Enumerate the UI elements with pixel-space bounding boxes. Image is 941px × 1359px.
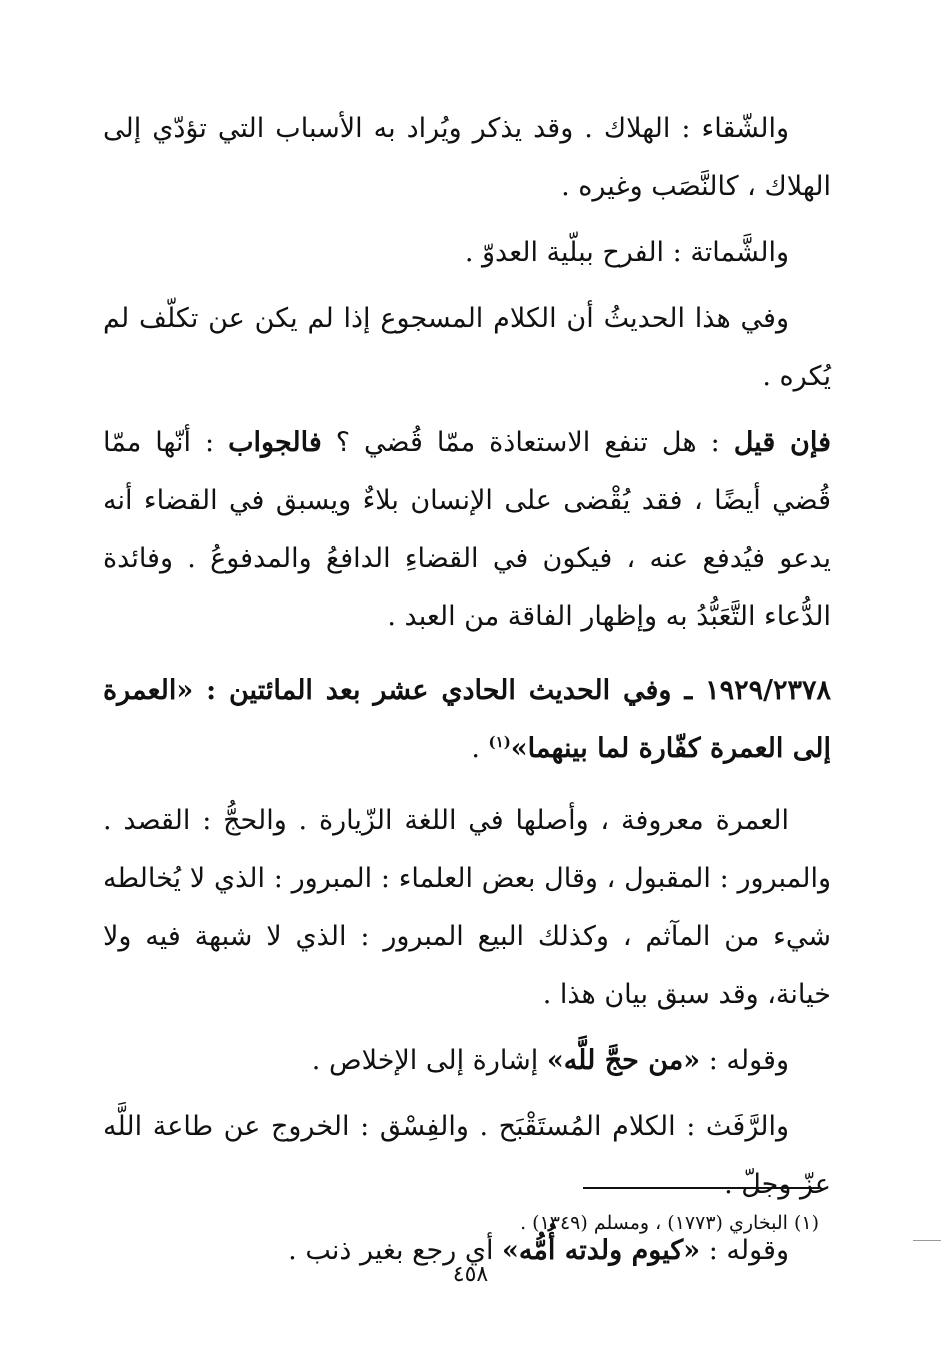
question-text: : هل تنفع الاستعاذة ممّا قُضي ؟: [321, 427, 734, 458]
quote-bold: «كيوم ولدته أُمُّه»: [502, 1235, 701, 1266]
paragraph-rafath: والرَّفَث : الكلام المُستَقْبَح . والفِسْق : الخروج عن طاعة اللَّه عزّ وجلّ .: [103, 1111, 831, 1200]
paragraph-shaqa: والشّقاء : الهلاك . وقد يذكر ويُراد به الأسباب التي تؤدّي إلى الهلاك ، كالنَّصَب وغيره .: [103, 113, 831, 202]
answer-text: : أنّها ممّا قُضي أيضًا ، فقد يُقْضى على الإنسان بلاءٌ ويسبق في القضاء أنه يدعو فيُدفع عنه ، فيكون في القضاءِ الدافعُ والمدفوعُ . وفائدة الدُّعاء التَّعَبُّدُ به وإظهار الفاقة من العبد .: [103, 427, 831, 632]
paragraph-question-answer: [103, 414, 831, 646]
page-body: [103, 100, 831, 1288]
quote-explanation: إشارة إلى الإخلاص .: [311, 1045, 547, 1076]
paragraph-man-hajja: [103, 1032, 831, 1090]
paragraph-umra: العمرة معروفة ، وأصلها في اللغة الزّيارة . والحجُّ : القصد . والمبرور : المقبول ، وقال بعض العلماء : المبرور : الذي لا يُخالطه شيء من المآثم ، وكذلك البيع المبرور : الذي لا شبهة فيه ولا خيانة، وقد سبق بيان هذا .: [103, 805, 831, 1010]
hadith-heading: [103, 662, 831, 778]
question-lead: فإن قيل: [733, 427, 831, 458]
footnote: (١) البخاري (١٧٧٣) ، ومسلم (١٣٤٩) .: [520, 1212, 819, 1234]
page-number: ٤٥٨: [452, 1262, 489, 1287]
paragraph-saj: وفي هذا الحديثُ أن الكلام المسجوع إذا لم يكن عن تكلّف لم يُكره .: [103, 303, 831, 392]
answer-lead: فالجواب: [228, 427, 322, 458]
quote-bold: «من حجَّ للَّه»: [546, 1045, 701, 1076]
footnote-ref[interactable]: (١): [488, 733, 511, 751]
paragraph-shamata: والشَّماتة : الفرح ببلّية العدوّ .: [464, 237, 789, 268]
footnote-divider: [583, 1187, 819, 1189]
hadith-text: ١٩٢٩/٢٣٧٨ ـ وفي الحديث الحادي عشر بعد المائتين : «العمرة إلى العمرة كفّارة لما بينهما»: [103, 675, 831, 764]
hadith-end: .: [471, 733, 489, 764]
quote-intro: وقوله :: [700, 1045, 789, 1076]
scan-edge-mark: [913, 1240, 941, 1241]
quote-explanation: أي رجع بغير ذنب .: [288, 1235, 503, 1266]
quote-intro: وقوله :: [700, 1235, 789, 1266]
